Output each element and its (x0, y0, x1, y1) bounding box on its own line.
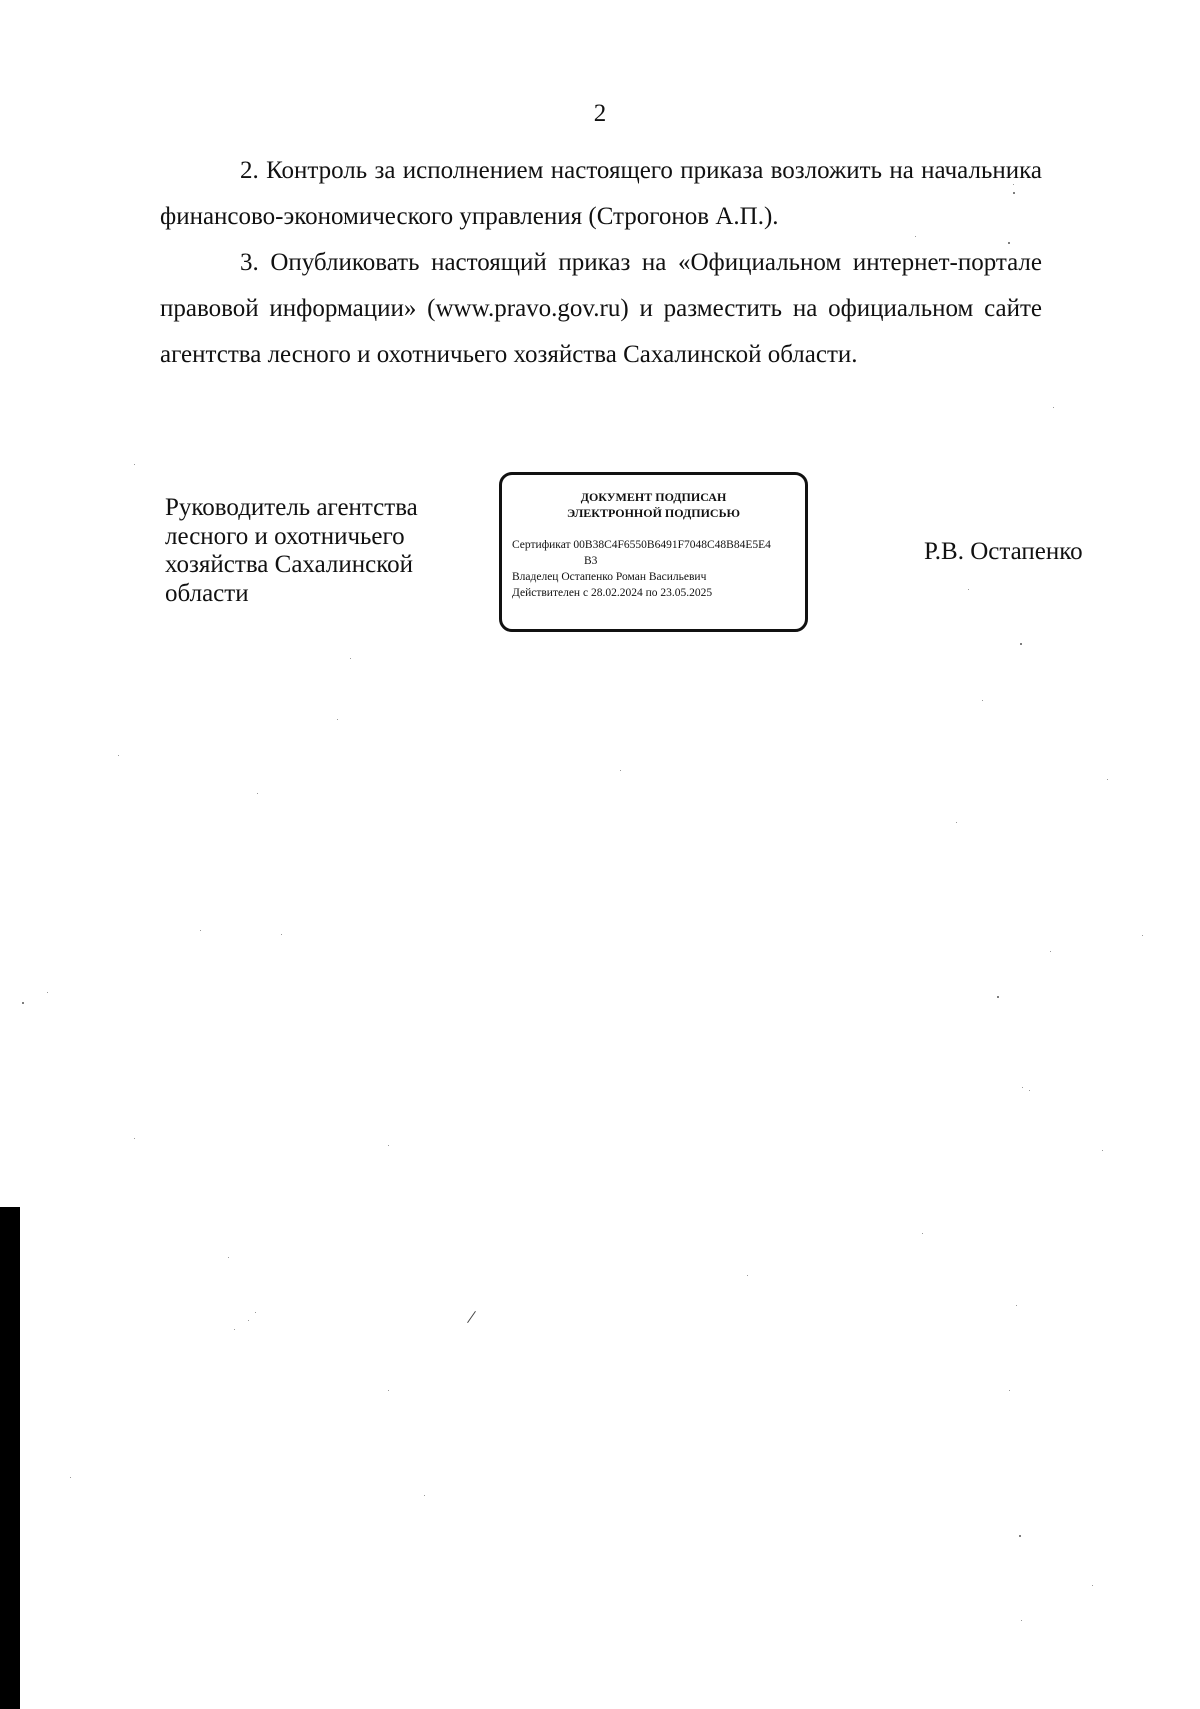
signer-position-line: области (165, 579, 249, 607)
scan-speck (1029, 1090, 1030, 1091)
scan-mark (467, 1311, 476, 1323)
signatory-name: Р.В. Остапенко (924, 538, 1083, 565)
scan-speck (1021, 1620, 1022, 1621)
scan-speck (1009, 1390, 1010, 1391)
scan-speck (1020, 643, 1022, 645)
scan-speck (228, 1257, 229, 1258)
scan-speck (1053, 407, 1054, 408)
page-number: 2 (593, 100, 607, 127)
scan-speck (234, 1329, 235, 1330)
scan-speck (1013, 192, 1015, 194)
paragraph-control: 2. Контроль за исполнением настоящего приказа возложить на начальника финансово-экономического управления (Строгонов А.П.). (160, 157, 1042, 230)
scan-speck (134, 464, 135, 465)
stamp-validity: Действителен с 28.02.2024 по 23.05.2025 (512, 587, 713, 599)
scan-speck (1092, 1585, 1093, 1586)
electronic-signature-stamp (499, 472, 808, 632)
scan-speck (956, 822, 957, 823)
scan-speck (1050, 951, 1051, 952)
scan-speck (915, 236, 916, 237)
stamp-title-line: ДОКУМЕНТ ПОДПИСАН (580, 490, 727, 504)
signer-position-line: Руководитель агентства (165, 494, 418, 521)
scan-speck (388, 1145, 389, 1146)
scan-speck (1022, 1087, 1023, 1088)
stamp-title-line: ЭЛЕКТРОННОЙ ПОДПИСЬЮ (566, 506, 741, 520)
scan-speck (1142, 935, 1143, 936)
scan-speck (337, 719, 338, 720)
scan-border-shadow (0, 1207, 20, 1709)
scan-speck (281, 934, 282, 935)
scan-speck (1016, 1305, 1017, 1306)
signer-position (165, 494, 455, 608)
scan-speck (1102, 1150, 1103, 1151)
scan-speck (1008, 242, 1010, 244)
scan-speck (1107, 779, 1108, 780)
scan-speck (747, 1275, 748, 1276)
scan-speck (1019, 1535, 1021, 1537)
signer-position-line: хозяйства Сахалинской (165, 551, 413, 578)
stamp-owner: Владелец Остапенко Роман Васильевич (512, 571, 707, 583)
scan-speck (134, 1138, 135, 1139)
signer-position-line: лесного и охотничьего (165, 522, 405, 550)
stamp-title (512, 489, 795, 521)
scan-speck (47, 992, 48, 993)
scan-speck (968, 589, 969, 590)
scan-speck (982, 700, 983, 701)
paragraph-publish: 3. Опубликовать настоящий приказ на «Официальном интернет-портале правовой информации» (www.pravo.gov.ru) и разместить на официальном сайте агентства лесного и охотничьего хозяйства Сахалинской области. (160, 249, 1042, 368)
scan-speck (922, 1233, 923, 1234)
stamp-certificate-tail: B3 (584, 555, 598, 567)
scan-speck (257, 793, 258, 794)
scan-speck (255, 1312, 256, 1313)
scan-speck (118, 755, 119, 756)
scan-speck (1013, 184, 1014, 185)
scan-speck (620, 770, 621, 771)
scan-speck (997, 996, 999, 998)
stamp-certificate: Сертификат 00B38C4F6550B6491F7048C48B84E5E4 (512, 539, 771, 551)
scan-speck (200, 930, 201, 931)
scan-speck (424, 1495, 425, 1496)
scan-speck (22, 1002, 24, 1004)
document-body (160, 148, 1042, 378)
scan-speck (70, 1477, 71, 1478)
scan-speck (248, 1320, 249, 1321)
scan-speck (350, 658, 351, 659)
scan-speck (388, 1390, 389, 1391)
